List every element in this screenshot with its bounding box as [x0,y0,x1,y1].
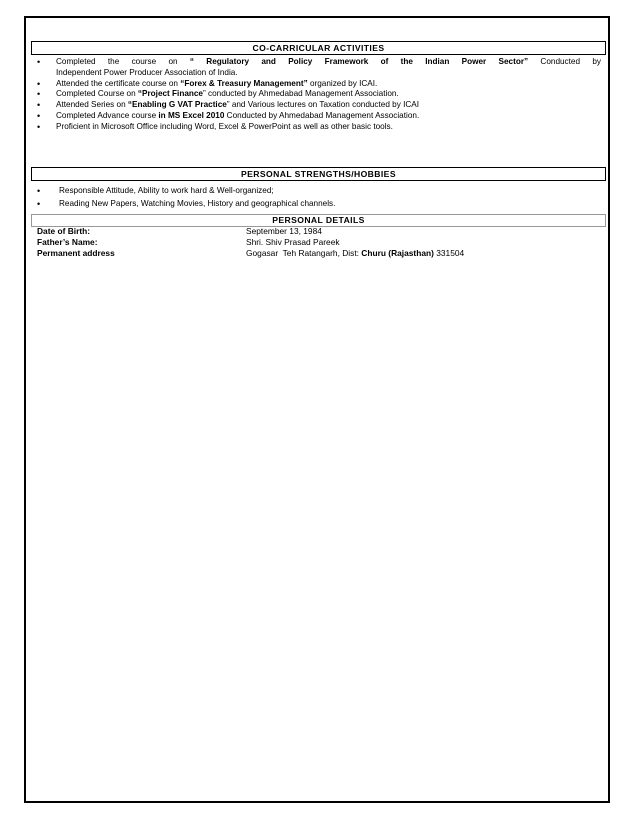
father-label: Father’s Name: [37,237,98,248]
address-value: Gogasar Teh Ratangarh, Dist: Churu (Rajasthan) 331504 [246,248,465,259]
page-border [24,16,610,803]
dob-label: Date of Birth: [37,226,91,236]
dob-value: September 13, 1984 [246,226,322,236]
list-item: • Proficient in Microsoft Office including Word, Excel & PowerPoint as well as other basic tools. [37,122,601,133]
father-value: Shri. Shiv Prasad Pareek [246,237,340,248]
list-item: • Attended the certificate course on “Forex & Treasury Management” organized by ICAI. [37,79,601,90]
list-item: • Attended Series on “Enabling G VAT Practice” and Various lectures on Taxation conducted by ICAI [37,100,601,111]
detail-row-address [37,248,597,259]
list-item-line: • Completed the course on “ Regulatory and Policy Framework of the Indian Power Sector” Conducted by [56,57,601,66]
list-item: • Responsible Attitude, Ability to work hard & Well-organized; [37,186,335,197]
detail-row-dob [37,226,597,237]
detail-row-father [37,237,597,248]
section-heading-strengths: PERSONAL STRENGTHS/HOBBIES [31,167,606,181]
section-heading-co-curricular: CO-CARRICULAR ACTIVITIES [31,41,606,55]
list-item-line: Independent Power Producer Association of India. [56,67,238,77]
list-item: • Reading New Papers, Watching Movies, History and geographical channels. [37,199,335,210]
list-item: • Completed Course on “Project Finance” conducted by Ahmedabad Management Association. [37,89,601,100]
personal-details-table [37,226,597,260]
list-item [37,57,601,79]
strengths-list [37,186,335,212]
section-heading-personal-details: PERSONAL DETAILS [31,214,606,227]
co-curricular-list [37,57,601,133]
list-item: • Completed Advance course in MS Excel 2010 Conducted by Ahmedabad Management Association. [37,111,601,122]
address-label: Permanent address [37,248,115,259]
